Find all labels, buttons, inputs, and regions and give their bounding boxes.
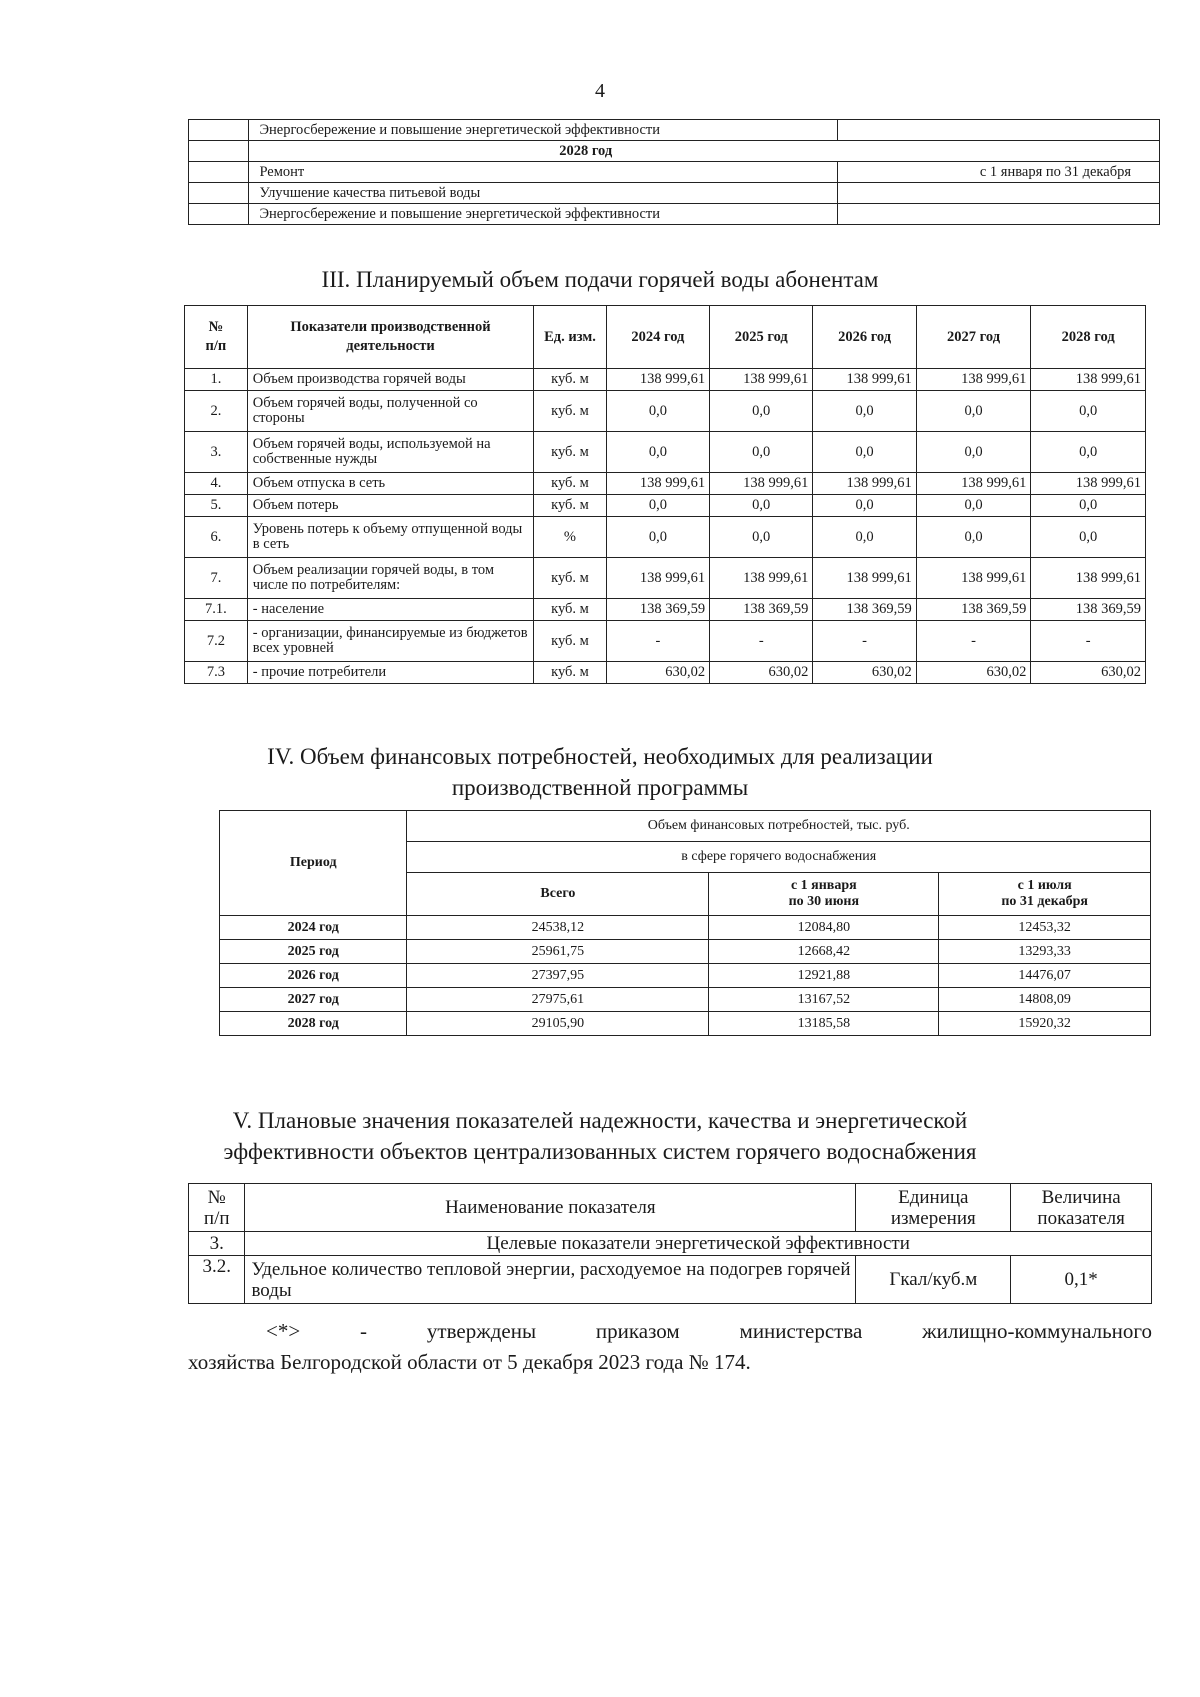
measures-table xyxy=(188,119,1160,225)
table-row: 2. Объем горячей воды, полученной со стороны куб. м 0,0 0,0 0,0 0,0 0,0 xyxy=(185,391,1146,432)
section3-title: III. Планируемый объем подачи горячей воды абонентам xyxy=(321,267,879,292)
section4-title: IV. Объем финансовых потребностей, необходимых для реализации производственной программы xyxy=(267,744,933,800)
financial-needs-table xyxy=(219,810,1151,1036)
table-row: 1. Объем производства горячей воды куб. м 138 999,61 138 999,61 138 999,61 138 999,61 138 999,61 xyxy=(185,369,1146,391)
table-row: 5. Объем потерь куб. м 0,0 0,0 0,0 0,0 0,0 xyxy=(185,495,1146,517)
table-row: 2026 год 27397,95 12921,88 14476,07 xyxy=(220,964,1151,988)
col-2025: 2025 год xyxy=(710,306,813,369)
col-unit: Ед. изм. xyxy=(534,306,606,369)
table-row: 2027 год 27975,61 13167,52 14808,09 xyxy=(220,988,1151,1012)
col-h1: с 1 января по 30 июня xyxy=(709,873,939,916)
col-value: Величина показателя xyxy=(1011,1184,1152,1232)
group-row: 3. Целевые показатели энергетической эффективности xyxy=(189,1232,1152,1256)
footnote-line2: хозяйства Белгородской области от 5 декабря 2023 года № 174. xyxy=(188,1350,751,1374)
table-row: 3.2. Удельное количество тепловой энергии, расходуемое на подогрев горячей воды Гкал/куб.м 0,1* xyxy=(189,1256,1152,1304)
col-2026: 2026 год xyxy=(813,306,916,369)
header-financial: Объем финансовых потребностей, тыс. руб. xyxy=(407,811,1151,842)
col-unit: Единица измерения xyxy=(856,1184,1011,1232)
indicators-table xyxy=(188,1183,1152,1304)
table-row: 7.3 - прочие потребители куб. м 630,02 630,02 630,02 630,02 630,02 xyxy=(185,662,1146,684)
table-row: 2025 год 25961,75 12668,42 13293,33 xyxy=(220,940,1151,964)
year-header: 2028 год xyxy=(249,141,1160,162)
table-row: 2024 год 24538,12 12084,80 12453,32 xyxy=(220,916,1151,940)
col-h2: с 1 июля по 31 декабря xyxy=(939,873,1151,916)
section5-title: V. Плановые значения показателей надежности, качества и энергетической эффективности объектов централизованных систем горячего водоснабжения xyxy=(223,1108,977,1164)
table-row: Энергосбережение и повышение энергетической эффективности xyxy=(189,120,1160,141)
col-indicator: Показатели производственной деятельности xyxy=(247,306,533,369)
table-row: 7.2 - организации, финансируемые из бюджетов всех уровней куб. м - - - - - xyxy=(185,621,1146,662)
footnote xyxy=(188,1316,1152,1378)
col-name: Наименование показателя xyxy=(245,1184,856,1232)
page-number: 4 xyxy=(595,80,605,102)
col-2028: 2028 год xyxy=(1031,306,1146,369)
year-header-row xyxy=(189,141,1160,162)
hot-water-volume-table xyxy=(184,305,1146,684)
table-row: Улучшение качества питьевой воды xyxy=(189,183,1160,204)
col-period: Период xyxy=(220,811,407,916)
table-row: 7. Объем реализации горячей воды, в том числе по потребителям: куб. м 138 999,61 138 999,61 138 999,61 138 999,61 138 999,61 xyxy=(185,558,1146,599)
table-header-row xyxy=(189,1184,1152,1232)
table-row: Энергосбережение и повышение энергетической эффективности xyxy=(189,204,1160,225)
table-row: 6. Уровень потерь к объему отпущенной воды в сеть % 0,0 0,0 0,0 0,0 0,0 xyxy=(185,517,1146,558)
footnote-line1: <*> - утверждены приказом министерства жилищно-коммунального xyxy=(266,1319,1152,1343)
table-row: 2028 год 29105,90 13185,58 15920,32 xyxy=(220,1012,1151,1036)
table-header-row xyxy=(185,306,1146,369)
col-2027: 2027 год xyxy=(916,306,1031,369)
col-2024: 2024 год xyxy=(606,306,709,369)
table-row: 4. Объем отпуска в сеть куб. м 138 999,61 138 999,61 138 999,61 138 999,61 138 999,61 xyxy=(185,473,1146,495)
table-header-row xyxy=(220,811,1151,842)
col-num: № п/п xyxy=(185,306,248,369)
header-sphere: в сфере горячего водоснабжения xyxy=(407,842,1151,873)
table-row: 3. Объем горячей воды, используемой на собственные нужды куб. м 0,0 0,0 0,0 0,0 0,0 xyxy=(185,432,1146,473)
col-total: Всего xyxy=(407,873,709,916)
col-num: № п/п xyxy=(189,1184,245,1232)
table-row: 7.1. - население куб. м 138 369,59 138 369,59 138 369,59 138 369,59 138 369,59 xyxy=(185,599,1146,621)
table-row: Ремонт с 1 января по 31 декабря xyxy=(189,162,1160,183)
